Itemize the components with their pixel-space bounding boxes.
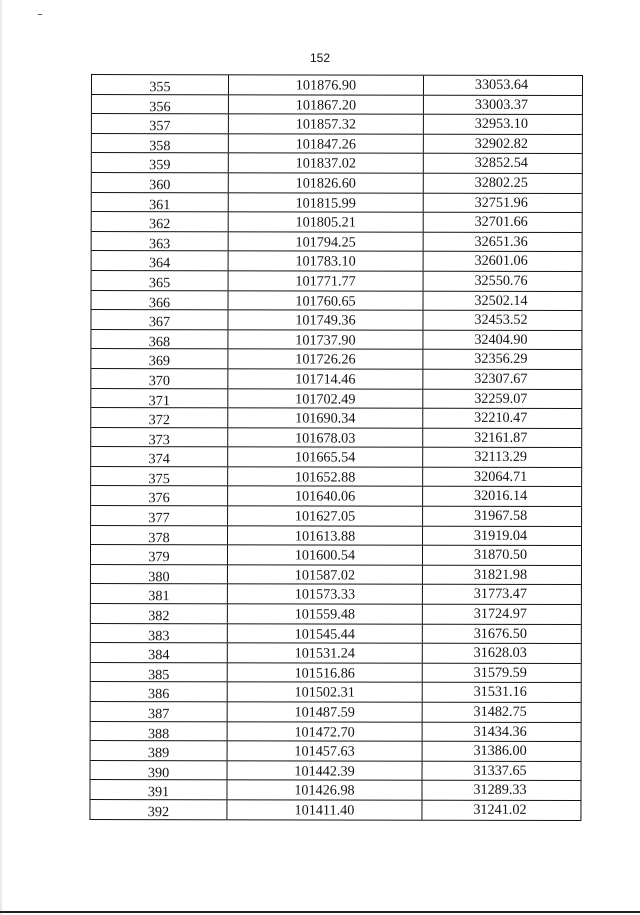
y-coordinate-cell: 32259.07 [474,390,528,407]
point-number-cell: 390 [91,761,228,780]
table-row [92,232,582,253]
y-coordinate-cell: 32113.29 [474,449,528,466]
x-coordinate-cell: 101411.40 [227,800,422,819]
page-number: 152 [309,51,331,65]
table-row [91,682,581,703]
scan-edge [0,0,2,915]
x-coordinate-cell: 101531.24 [228,644,423,663]
table-row [91,330,581,351]
point-number-cell: 359 [92,153,229,172]
point-number-cell: 361 [92,193,229,212]
x-coordinate-cell: 101627.05 [228,506,423,525]
y-coordinate-cell: 31773.47 [473,586,528,603]
y-coordinate-cell: 31967.58 [473,507,528,524]
point-number-cell: 371 [91,389,228,408]
y-coordinate-cell: 31724.97 [473,605,527,622]
y-coordinate-cell: 32651.36 [474,233,528,250]
table-row [91,643,581,664]
y-coordinate-cell: 32802.25 [474,174,528,191]
y-coordinate-cell: 32016.14 [473,488,528,505]
point-number-cell: 384 [91,643,228,662]
x-coordinate-cell: 101457.63 [228,741,423,760]
x-coordinate-cell: 101545.44 [228,624,423,643]
table-row [91,584,581,605]
y-coordinate-cell: 31386.00 [473,742,527,760]
x-coordinate-cell: 101837.02 [229,154,424,173]
x-coordinate-cell: 101857.32 [229,114,424,133]
table-row [91,389,581,410]
x-coordinate-cell: 101876.90 [229,75,424,94]
point-number-cell: 374 [91,447,228,466]
coordinate-table [89,74,583,821]
table-row [91,467,581,488]
y-coordinate-cell: 32307.67 [474,370,528,387]
point-number-cell: 382 [91,604,228,623]
point-number-cell: 367 [91,310,228,329]
x-coordinate-cell: 101426.98 [227,781,422,800]
point-number-cell: 376 [91,486,228,505]
y-coordinate-cell: 32902.82 [474,135,528,152]
y-coordinate-cell: 32953.10 [474,115,529,133]
point-number-cell: 381 [91,584,228,603]
point-number-cell: 360 [92,173,229,192]
point-number-cell: 392 [90,800,227,819]
x-coordinate-cell: 101690.34 [228,408,423,427]
x-coordinate-cell: 101502.31 [228,683,423,702]
y-coordinate-cell: 32064.71 [474,468,528,485]
point-number-cell: 370 [91,369,228,388]
y-coordinate-cell: 31434.36 [473,723,527,740]
point-number-cell: 366 [92,291,229,310]
x-coordinate-cell: 101640.06 [228,487,423,506]
x-coordinate-cell: 101559.48 [228,604,423,623]
y-coordinate-cell: 32161.87 [474,429,528,446]
table-row [90,800,580,821]
y-coordinate-cell: 32701.66 [474,213,528,231]
y-coordinate-cell: 32852.54 [474,155,528,172]
table-row [92,212,582,233]
y-coordinate-cell: 32550.76 [474,272,528,289]
y-coordinate-cell: 31628.03 [473,645,527,662]
point-number-cell: 373 [91,428,228,447]
table-row [91,526,581,547]
y-coordinate-cell: 32356.29 [474,351,528,368]
point-number-cell: 383 [91,624,228,643]
point-number-cell: 363 [92,232,229,251]
table-row [91,447,581,468]
y-coordinate-cell: 31870.50 [473,547,528,564]
point-number-cell: 356 [92,95,229,114]
table-row [91,428,581,449]
point-number-cell: 379 [91,545,228,564]
point-number-cell: 389 [91,741,228,760]
table-row [90,780,580,801]
table-row [92,193,582,214]
table-row [91,565,581,586]
table-row [92,95,582,116]
x-coordinate-cell: 101600.54 [228,546,423,565]
x-coordinate-cell: 101573.33 [228,585,423,604]
x-coordinate-cell: 101749.36 [228,310,423,329]
point-number-cell: 391 [90,780,227,799]
x-coordinate-cell: 101652.88 [228,467,423,486]
table-row [91,722,581,743]
table-row [91,486,581,507]
table-row [92,134,582,155]
table-row [91,506,581,527]
x-coordinate-cell: 101665.54 [228,448,423,467]
point-number-cell: 386 [91,682,228,701]
y-coordinate-cell: 32601.06 [474,253,528,270]
table-row [91,663,581,684]
scan-speck [38,14,42,15]
table-row [91,604,581,625]
x-coordinate-cell: 101472.70 [228,722,423,741]
point-number-cell: 378 [91,526,228,545]
table-row [92,271,582,292]
point-number-cell: 369 [91,349,228,368]
point-number-cell: 388 [91,722,228,741]
point-number-cell: 380 [91,565,228,584]
y-coordinate-cell: 31531.16 [473,684,527,701]
x-coordinate-cell: 101726.26 [228,350,423,369]
point-number-cell: 377 [91,506,228,525]
table-row [91,369,581,390]
y-coordinate-cell: 33053.64 [474,76,529,93]
x-coordinate-cell: 101442.39 [228,761,423,780]
point-number-cell: 362 [92,212,229,231]
point-number-cell: 372 [91,408,228,427]
table-row [92,114,582,135]
point-number-cell: 368 [91,330,228,349]
x-coordinate-cell: 101783.10 [229,252,424,271]
table-row [92,291,582,312]
table-row [91,624,581,645]
x-coordinate-cell: 101826.60 [229,173,424,192]
y-coordinate-cell: 32404.90 [474,331,528,348]
point-number-cell: 355 [92,75,229,94]
x-coordinate-cell: 101847.26 [229,134,424,153]
point-number-cell: 357 [92,114,229,133]
scan-bottom-line [0,911,640,913]
table-row [91,761,581,782]
x-coordinate-cell: 101587.02 [228,565,423,584]
y-coordinate-cell: 31289.33 [473,782,527,799]
x-coordinate-cell: 101805.21 [229,212,424,231]
x-coordinate-cell: 101702.49 [228,389,423,408]
point-number-cell: 365 [92,271,229,290]
table-row [91,741,581,762]
table-row [92,153,582,174]
table-row [92,75,582,96]
x-coordinate-cell: 101760.65 [229,291,424,310]
x-coordinate-cell: 101714.46 [228,369,423,388]
x-coordinate-cell: 101678.03 [228,428,423,447]
y-coordinate-cell: 31241.02 [473,801,527,818]
x-coordinate-cell: 101771.77 [229,271,424,290]
y-coordinate-cell: 32751.96 [474,194,528,211]
x-coordinate-cell: 101794.25 [229,232,424,251]
table-row [91,408,581,429]
y-coordinate-cell: 33003.37 [474,96,529,113]
y-coordinate-cell: 32453.52 [474,311,528,329]
y-coordinate-cell: 31919.04 [473,527,528,544]
table-row [91,545,581,566]
table-row [91,702,581,723]
y-coordinate-cell: 31676.50 [473,625,527,642]
y-coordinate-cell: 31821.98 [473,566,528,583]
y-coordinate-cell: 32210.47 [474,409,528,427]
x-coordinate-cell: 101815.99 [229,193,424,212]
y-coordinate-cell: 31579.59 [473,664,527,681]
x-coordinate-cell: 101613.88 [228,526,423,545]
table-row [91,310,581,331]
table-row [92,251,582,272]
table-row [91,349,581,370]
y-coordinate-cell: 32502.14 [474,292,528,309]
x-coordinate-cell: 101737.90 [228,330,423,349]
y-coordinate-cell: 31337.65 [473,762,527,779]
point-number-cell: 375 [91,467,228,486]
x-coordinate-cell: 101516.86 [228,663,423,682]
x-coordinate-cell: 101487.59 [228,702,423,721]
point-number-cell: 385 [91,663,228,682]
point-number-cell: 364 [92,251,229,270]
point-number-cell: 358 [92,134,229,153]
x-coordinate-cell: 101867.20 [229,95,424,114]
y-coordinate-cell: 31482.75 [473,703,527,720]
point-number-cell: 387 [91,702,228,721]
table-row [92,173,582,194]
